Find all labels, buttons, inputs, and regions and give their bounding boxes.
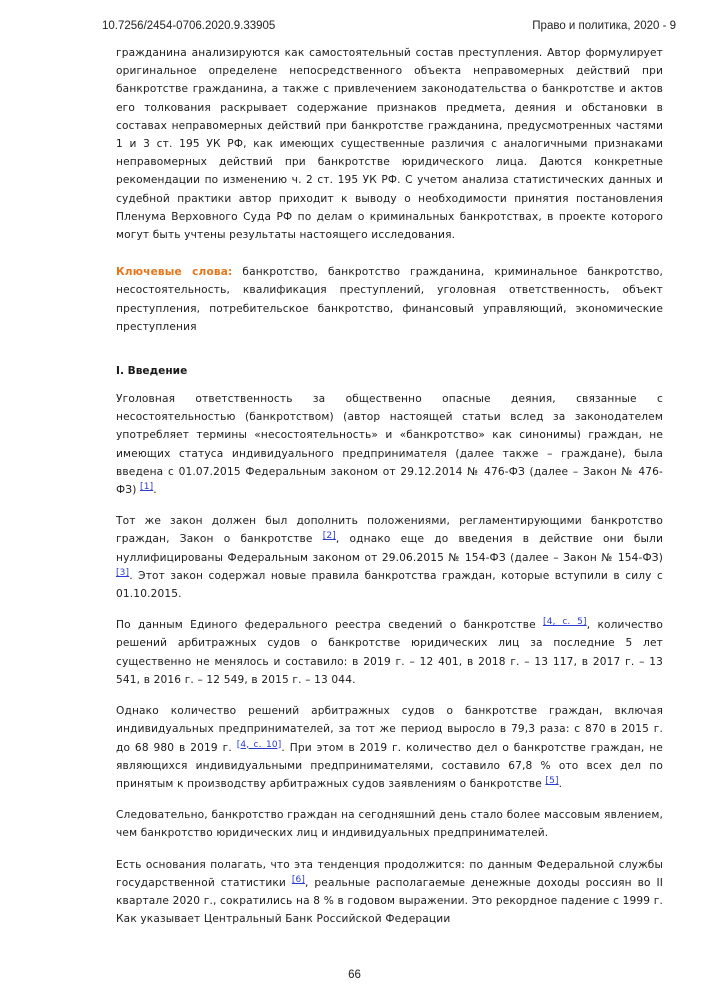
abstract-continuation: гражданина анализируются как самостоятельный состав преступления. Автор формулирует оригинальное определене непосредственного объекта неправомерных действий при банкротстве гражданина, а также с привлечением законодательства о банкротстве и актов его толкования раскрывает содержание признаков предмета, деяния и обстановки в составах неправомерных действий при банкротстве гражданина, предусмотренных частями 1 и 3 ст. 195 УК РФ, как имеющих существенные различия с аналогичными признаками неправомерных действий при банкротстве юридического лица. Даются конкретные рекомендации по изменению ч. 2 ст. 195 УК РФ. С учетом анализа статистических данных и судебной практики автор приходит к выводу о необходимости принятия постановления Пленума Верховного Суда РФ по делам о криминальных банкротствах, в проекте которого могут быть учтены результаты настоящего исследования. [116,47,663,242]
paragraph: Есть основания полагать, что эта тенденция продолжится: по данным Федеральной службы государственной статистики [6], реальные располагаемые денежные доходы россиян во II квартале 2020 г., сократились на 8 % в годовом выражении. Это рекордное падение с 1999 г. Как указывает Центральный Банк Российской Федерации [116,858,663,926]
citation-link[interactable]: [2] [322,531,336,542]
citation-link[interactable]: [6] [291,874,306,885]
section-heading: I. Введение [116,365,188,378]
page-number: 66 [348,969,361,981]
keywords-text: банкротство, банкротство гражданина, криминальное банкротство, несостоятельность, квалификация преступлений, уголовная ответственность, объект преступления, потребительское банкротство, финансовый управляющий, экономические преступления [116,266,663,333]
citation-link[interactable]: [4, с. 10] [236,739,282,750]
article-body [116,44,663,928]
keywords [116,263,663,336]
citation-link[interactable]: [4, с. 5] [543,617,587,628]
paragraph: Однако количество решений арбитражных судов о банкротстве граждан, включая индивидуальных предпринимателей, за тот же период выросло в 79,3 раза: с 870 в 2015 г. до 68 980 в 2019 г. [4, с. 10]. При этом в 2019 г. количество дел о банкротстве граждан, не являющихся индивидуальными предпринимателями, составило 67,8 % ото всех дел по принятым к производству арбитражных судов заявлениям о банкротстве [5]. [116,705,663,790]
paragraph: По данным Единого федерального реестра сведений о банкротстве [4, с. 5], количество решений арбитражных судов о банкротстве юридических лиц за последние 5 лет существенно не менялось и составило: в 2019 г. – 12 401, в 2018 г. – 13 117, в 2017 г. – 13 541, в 2016 г. – 12 549, в 2015 г. – 13 044. [116,617,663,686]
citation-link[interactable]: [5] [545,775,559,786]
keywords-label: Ключевые слова: [116,266,233,279]
paragraph: Тот же закон должен был дополнить положениями, регламентирующими банкротство граждан, Закон о банкротстве [2], однако еще до введения в действие они были нуллифицированы Федеральным законом от 29.06.2015 № 154-ФЗ (далее – Закон № 154-ФЗ) [3]. Этот закон содержал новые правила банкротства граждан, которые вступили в силу с 01.10.2015. [116,515,664,601]
article-doi: 10.7256/2454-0706.2020.9.33905 [102,20,276,32]
journal-issue: Право и политика, 2020 - 9 [532,20,676,32]
citation-link[interactable]: [1] [140,482,154,493]
paragraph: Следовательно, банкротство граждан на сегодняшний день стало более массовым явлением, чем банкротство юридических лиц и индивидуальных предпринимателей. [116,809,663,840]
paragraph: Уголовная ответственность за общественно опасные деяния, связанные с несостоятельностью (банкротством) (автор настоящей статьи вслед за законодателем употребляет термины «несостоятельность» и «банкротство» как синонимы) граждан, не имеющих статуса индивидуального предпринимателя (далее также – граждане), была введена с 01.07.2015 Федеральным законом от 29.12.2014 № 476-ФЗ (далее – Закон № 476-ФЗ) [1]. [116,393,663,497]
citation-link[interactable]: [3] [116,567,130,578]
